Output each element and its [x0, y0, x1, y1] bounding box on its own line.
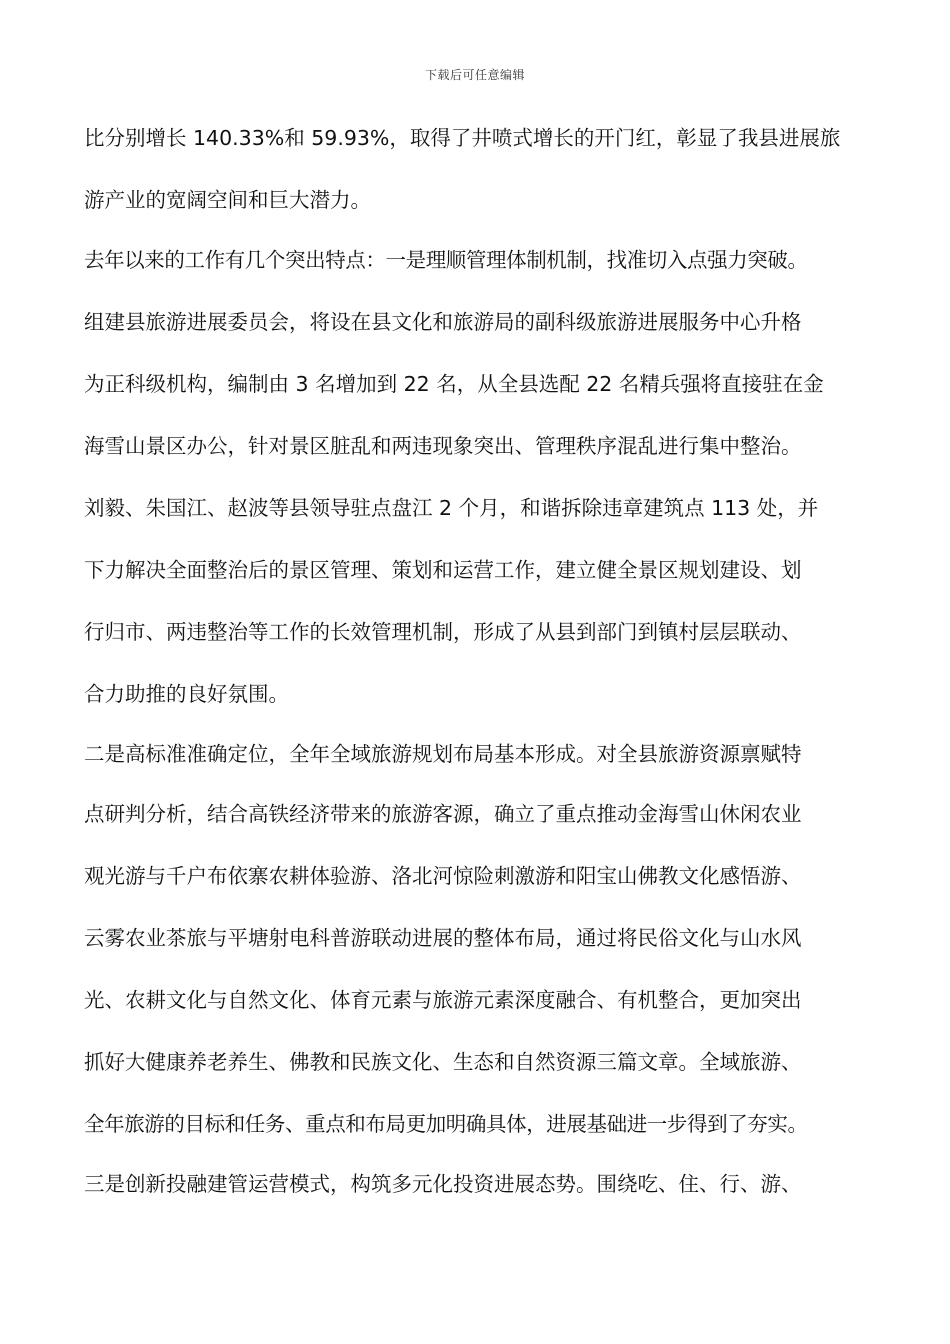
text-line: 合力助推的良好氛围。	[84, 682, 289, 706]
text-line: 三是创新投融建管运营模式，构筑多元化投资进展态势。围绕吃、住、行、游、	[84, 1172, 802, 1196]
text-line: 下力解决全面整治后的景区管理、策划和运营工作，建立健全景区规划建设、划	[84, 558, 802, 582]
text-line: 光、农耕文化与自然文化、体育元素与旅游元素深度融合、有机整合，更加突出	[84, 988, 802, 1012]
text-line: 去年以来的工作有几个突出特点：一是理顺管理体制机制，找准切入点强力突破。	[84, 248, 808, 272]
text-line: 二是高标准准确定位，全年全域旅游规划布局基本形成。对全县旅游资源禀赋特	[84, 742, 802, 766]
text-line: 为正科级机构，编制由 3 名增加到 22 名，从全县选配 22 名精兵强将直接驻在金	[84, 372, 824, 396]
text-line: 比分别增长 140.33%和 59.93%，取得了井喷式增长的开门红，彰显了我县进展旅	[84, 126, 841, 150]
text-line: 点研判分析，结合高铁经济带来的旅游客源，确立了重点推动金海雪山休闲农业	[84, 802, 802, 826]
page-header: 下载后可任意编辑	[424, 68, 525, 82]
text-line: 云雾农业茶旅与平塘射电科普游联动进展的整体布局，通过将民俗文化与山水风	[84, 926, 802, 950]
text-line: 全年旅游的目标和任务、重点和布局更加明确具体，进展基础进一步得到了夯实。	[84, 1112, 808, 1136]
text-line: 观光游与千户布依寨农耕体验游、洛北河惊险刺激游和阳宝山佛教文化感悟游、	[84, 864, 802, 888]
text-line: 组建县旅游进展委员会，将设在县文化和旅游局的副科级旅游进展服务中心升格	[84, 310, 802, 334]
text-line: 刘毅、朱国江、赵波等县领导驻点盘江 2 个月，和谐拆除违章建筑点 113 处，并	[84, 496, 819, 520]
text-line: 行归市、两违整治等工作的长效管理机制，形成了从县到部门到镇村层层联动、	[84, 620, 802, 644]
text-line: 海雪山景区办公，针对景区脏乱和两违现象突出、管理秩序混乱进行集中整治。	[84, 434, 802, 458]
text-line: 游产业的宽阔空间和巨大潜力。	[84, 188, 371, 212]
text-line: 抓好大健康养老养生、佛教和民族文化、生态和自然资源三篇文章。全域旅游、	[84, 1050, 802, 1074]
